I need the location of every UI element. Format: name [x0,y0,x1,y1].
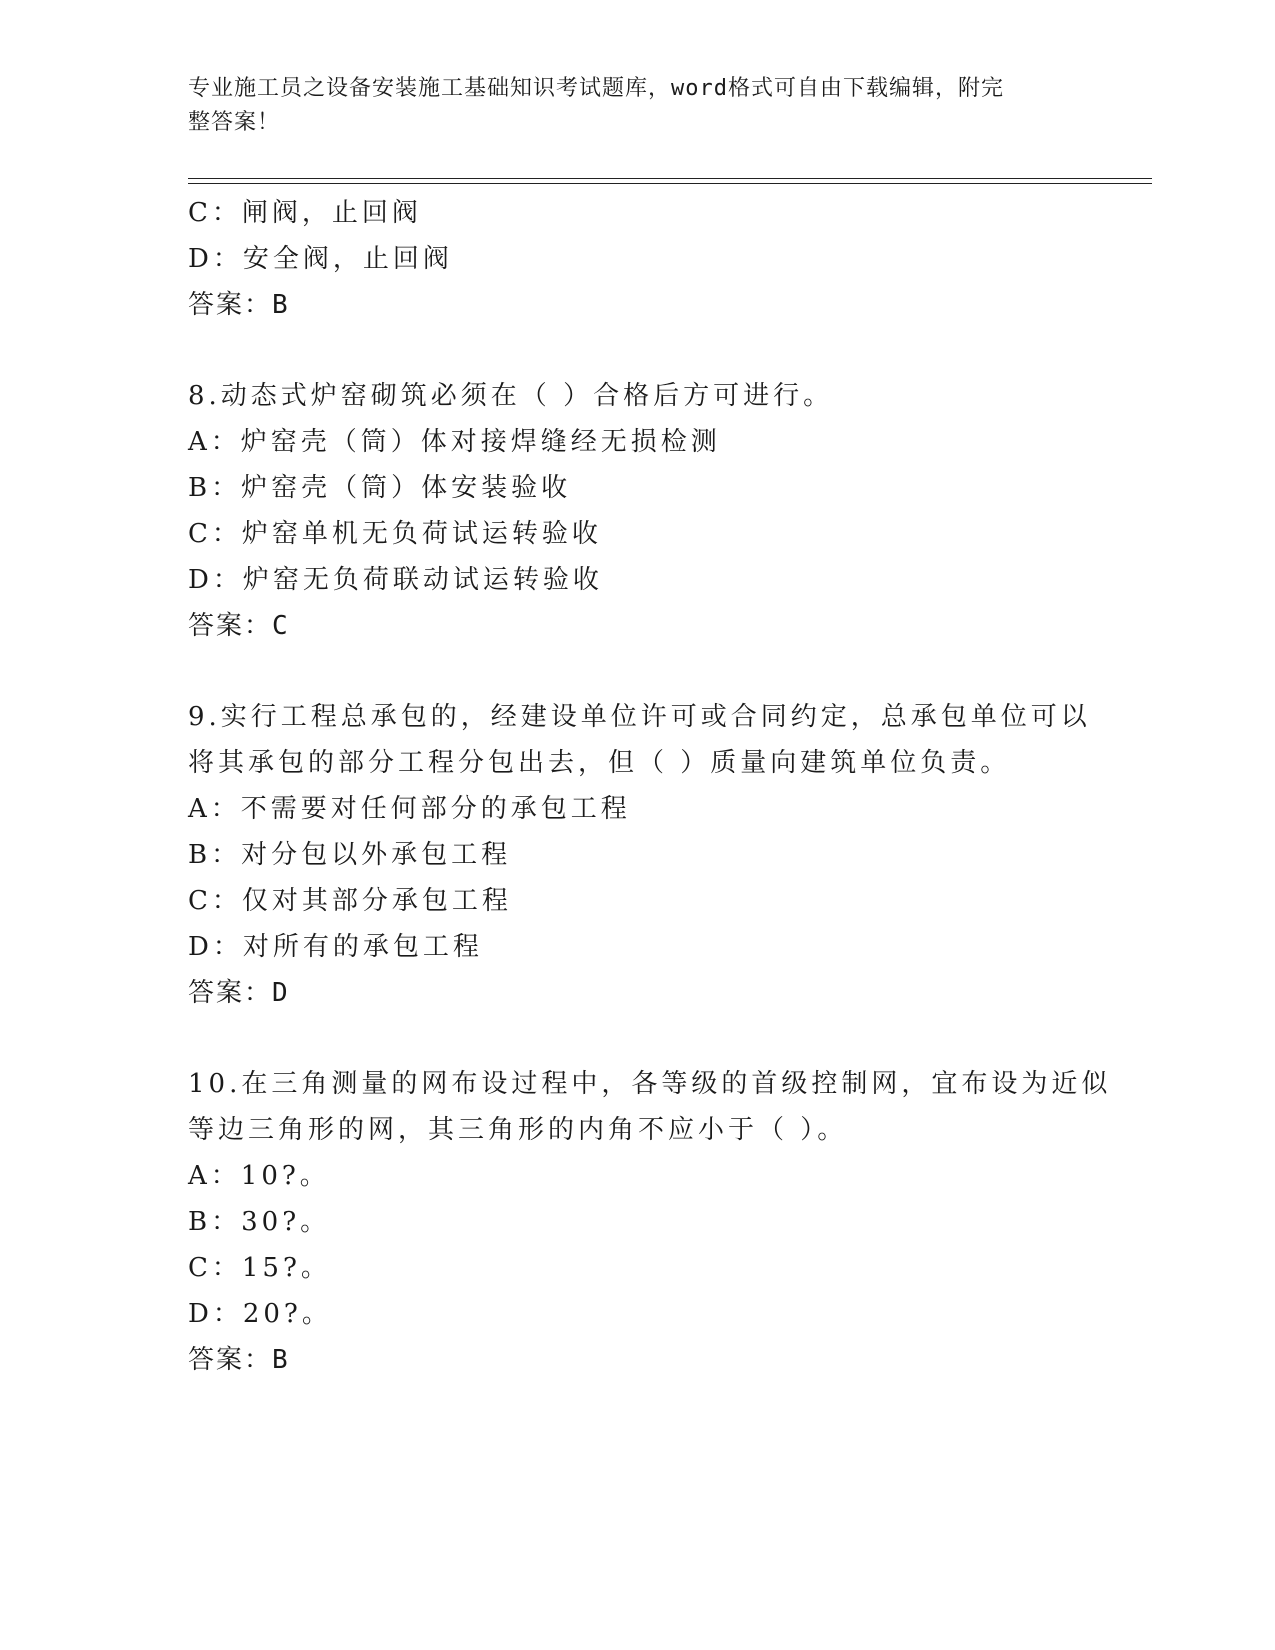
option-a: A：10?。 [188,1161,330,1191]
document-header [188,72,1068,140]
answer-label: 答案： [188,611,273,641]
question-text-line-2: 等边三角形的网，其三角形的内角不应小于（ ）。 [188,1115,848,1145]
question-8 [188,373,1088,649]
option-c: C：仅对其部分承包工程 [188,886,512,916]
answer-value: B [272,290,290,320]
option-a: A：不需要对任何部分的承包工程 [188,794,631,824]
answer-value: D [272,978,290,1008]
question-text-line-2: 将其承包的部分工程分包出去，但（ ）质量向建筑单位负责。 [188,748,1011,778]
answer [188,282,1088,328]
answer-value: C [272,611,290,641]
answer [188,970,1088,1016]
header-line-2: 整答案！ [188,110,281,135]
header-line-1: 专业施工员之设备安装施工基础知识考试题库，word格式可自由下载编辑，附完 [188,76,1005,101]
question-7-tail [188,190,1088,328]
spacer [188,649,1088,694]
option-c: C：15?。 [188,1253,331,1283]
answer-label: 答案： [188,290,273,320]
answer-label: 答案： [188,978,273,1008]
question-list [188,190,1112,1383]
option-b: B：30?。 [188,1207,331,1237]
option-b: B：炉窑壳（筒）体安装验收 [188,473,572,503]
option-d: D：对所有的承包工程 [188,932,483,962]
option-d: D：安全阀，止回阀 [188,244,453,274]
option-b: B：对分包以外承包工程 [188,840,512,870]
option-c: C：闸阀，止回阀 [188,198,422,228]
option-d: D：炉窑无负荷联动试运转验收 [188,565,603,595]
answer-label: 答案： [188,1345,273,1375]
question-10 [188,1061,1112,1383]
header-divider-top [188,178,1152,179]
question-text-line-1: 9.实行工程总承包的，经建设单位许可或合同约定，总承包单位可以 [188,702,1091,732]
option-d: D：20?。 [188,1299,332,1329]
question-9 [188,694,1091,1016]
header-divider-bottom [188,183,1152,184]
spacer [188,1016,1088,1061]
answer-value: B [272,1345,290,1375]
spacer [188,328,1088,373]
question-text-line-1: 10.在三角测量的网布设过程中，各等级的首级控制网，宜布设为近似 [188,1069,1112,1099]
option-a: A：炉窑壳（筒）体对接焊缝经无损检测 [188,427,721,457]
answer [188,1337,1088,1383]
answer [188,603,1088,649]
option-c: C：炉窑单机无负荷试运转验收 [188,519,602,549]
question-text: 8.动态式炉窑砌筑必须在（ ）合格后方可进行。 [188,381,834,411]
